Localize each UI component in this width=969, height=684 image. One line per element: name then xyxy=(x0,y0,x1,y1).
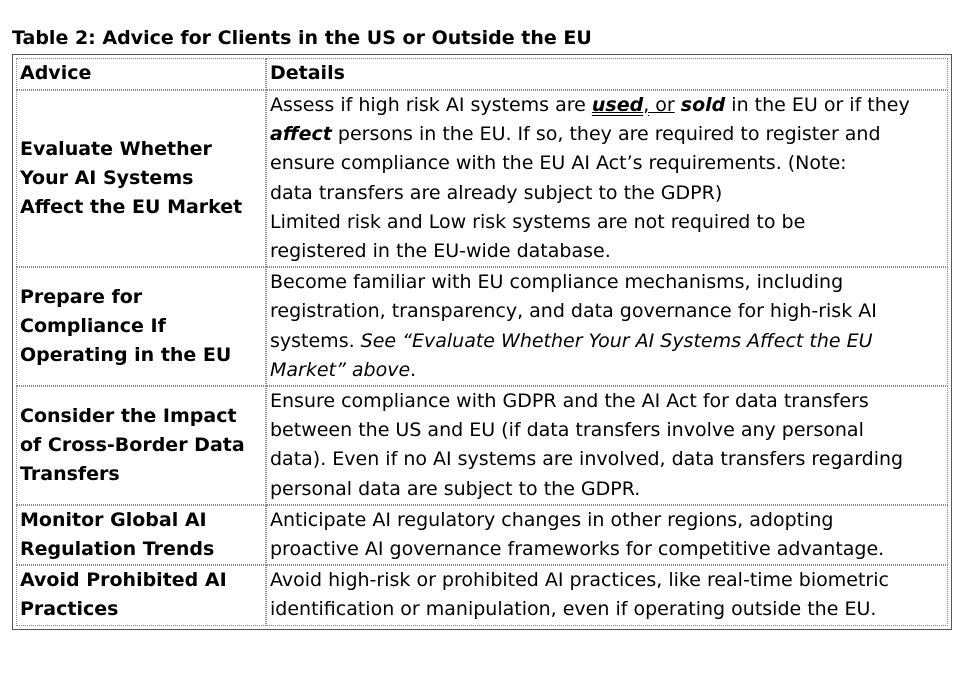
advice-line: Compliance If xyxy=(20,315,166,338)
details-cell xyxy=(266,386,948,505)
column-header-advice: Advice xyxy=(16,58,266,90)
details-text: Assess if high risk AI systems are xyxy=(270,94,592,116)
details-line xyxy=(270,327,945,356)
advice-cell xyxy=(16,505,266,565)
table-row xyxy=(16,565,948,625)
details-line: ensure compliance with the EU AI Act’s requirements. (Note: xyxy=(270,152,847,175)
cross-reference: Market” above xyxy=(270,358,411,381)
details-line: Anticipate AI regulatory changes in other regions, adopting xyxy=(270,508,834,531)
details-line: between the US and EU (if data transfers involve any personal xyxy=(270,419,864,442)
column-header-details: Details xyxy=(266,58,948,90)
advice-line: Evaluate Whether xyxy=(20,137,212,160)
advice-line: Avoid Prohibited AI xyxy=(20,569,227,592)
advice-line: Monitor Global AI xyxy=(20,508,207,531)
advice-cell xyxy=(16,267,266,386)
emphasis-sold: sold xyxy=(680,94,726,116)
advice-line: Affect the EU Market xyxy=(20,196,243,219)
details-line xyxy=(270,91,945,120)
details-line: Avoid high-risk or prohibited AI practices, like real-time biometric xyxy=(270,569,889,592)
details-line: Limited risk and Low risk systems are not required to be xyxy=(270,210,806,233)
table-row xyxy=(16,505,948,565)
details-line: proactive AI governance frameworks for competitive advantage. xyxy=(270,538,885,561)
details-text: . xyxy=(410,358,417,381)
details-line: registered in the EU-wide database. xyxy=(270,240,611,263)
advice-line: Practices xyxy=(20,598,119,621)
details-text: or xyxy=(649,94,675,116)
details-text: in the EU or if they xyxy=(725,94,910,116)
advice-line: Regulation Trends xyxy=(20,538,215,561)
advice-line: Your AI Systems xyxy=(20,167,194,189)
table-row xyxy=(16,267,948,386)
details-text: , xyxy=(643,94,650,116)
details-line: data transfers are already subject to the GDPR) xyxy=(270,181,723,204)
emphasis-used: used xyxy=(591,94,644,116)
table-row xyxy=(16,90,948,267)
details-text: systems. xyxy=(270,329,361,352)
details-line: Become familiar with EU compliance mechanisms, including xyxy=(270,271,844,294)
details-line: data). Even if no AI systems are involved, data transfers regarding xyxy=(270,448,904,471)
details-text: persons in the EU. If so, they are required to register and xyxy=(331,123,881,146)
advice-cell xyxy=(16,565,266,625)
table-caption: Table 2: Advice for Clients in the US or Outside the EU xyxy=(12,27,592,49)
advice-cell xyxy=(16,386,266,505)
advice-line: Operating in the EU xyxy=(20,344,232,367)
advice-cell xyxy=(16,90,266,267)
advice-line: of Cross-Border Data xyxy=(20,433,245,456)
details-line: Ensure compliance with GDPR and the AI Act for data transfers xyxy=(270,390,869,413)
details-line: personal data are subject to the GDPR. xyxy=(270,477,641,500)
details-cell xyxy=(266,267,948,386)
details-cell xyxy=(266,565,948,625)
details-line xyxy=(270,356,945,385)
details-cell xyxy=(266,505,948,565)
details-line: registration, transparency, and data governance for high-risk AI xyxy=(270,300,877,323)
table-row xyxy=(16,386,948,505)
details-line: identification or manipulation, even if operating outside the EU. xyxy=(270,598,877,621)
advice-line: Prepare for xyxy=(20,285,143,308)
advice-line: Consider the Impact xyxy=(20,404,237,427)
emphasis-affect: affect xyxy=(270,123,332,146)
cross-reference: See “Evaluate Whether Your AI Systems Affect the EU xyxy=(360,329,873,352)
table-header-row xyxy=(16,58,948,90)
advice-table xyxy=(12,54,952,630)
details-cell xyxy=(266,90,948,267)
advice-line: Transfers xyxy=(20,463,120,486)
details-line xyxy=(270,120,945,149)
